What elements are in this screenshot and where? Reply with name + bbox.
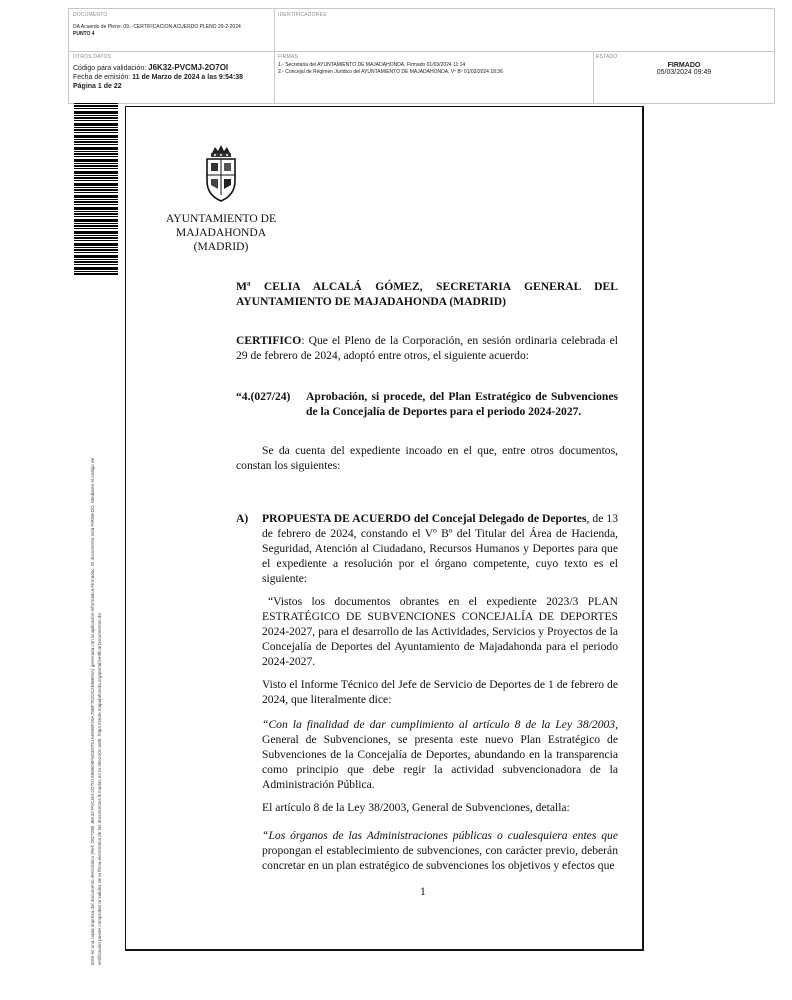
section-a-label: A) — [236, 512, 249, 525]
codigo-validacion — [73, 63, 271, 73]
estado-cell — [596, 54, 772, 76]
articulo-paragraph: El artículo 8 de la Ley 38/2003, General de Subvenciones, detalla: — [262, 801, 570, 814]
estado-value: FIRMADO — [667, 62, 701, 69]
documento-value: DA Acuerdo de Pleno: 09.- CERTIFICACION ACUERDO PLENO 29-2-2024 — [73, 24, 241, 30]
section-a-bold: PROPUESTA DE ACUERDO del Concejal Delegado de Deportes — [262, 512, 587, 525]
fecha-emision — [73, 73, 271, 82]
otros-datos-label: OTROS DATOS — [73, 54, 112, 60]
document-header — [68, 8, 775, 104]
certifico-text: : Que el Pleno de la Corporación, en sesión ordinaria celebrada el 29 de febrero de 2024, adoptó entre otros, el siguiente acuerdo: — [236, 334, 618, 362]
quote-1-paragraph — [262, 717, 618, 792]
quote-1-italic: “Con la finalidad de dar cumplimiento al artículo 8 de la Ley 38/2003, — [262, 718, 618, 731]
firma-1: 1.- Secretaria del AYUNTAMIENTO DE MAJADAHONDA. Firmado 01/03/2024 11:14 — [278, 62, 466, 68]
codigo-prefix: Código para validación: — [73, 65, 147, 72]
letterhead-line-3: (MADRID) — [193, 240, 249, 253]
quote-2-paragraph — [262, 828, 618, 873]
verification-side-text — [90, 305, 103, 965]
item-number: “4.(027/24) — [236, 390, 291, 403]
quote-2-rest: propongan el establecimiento de subvenciones, con carácter previo, deberán concretar en un plan estratégico de subvenciones los objetivos y efectos que — [262, 844, 618, 872]
documento-label: DOCUMENTO — [73, 12, 108, 18]
estado-date: 05/03/2024 09:49 — [656, 69, 712, 76]
otros-datos-cell — [73, 54, 271, 91]
quote-1-rest: General de Subvenciones, se presenta este nuevo Plan Estratégico de Subvenciones de la Concejalía de Deportes, abundando en la transparencia como principio que debe regir la actividad subvencionadora de la Administración Pública. — [262, 733, 618, 791]
barcode-image — [74, 103, 118, 275]
fecha-prefix: Fecha de emisión: — [73, 74, 131, 81]
pagina-count: Página 1 de 22 — [73, 83, 122, 90]
letterhead-line-1: AYUNTAMIENTO DE — [165, 212, 277, 225]
coat-of-arms-icon — [203, 145, 239, 203]
cuenta-paragraph: Se da cuenta del expediente incoado en el que, entre otros documentos, constan los siguientes: — [236, 444, 618, 472]
visto-informe-paragraph: Visto el Informe Técnico del Jefe de Servicio de Deportes de 1 de febrero de 2024, que literalmente dice: — [262, 678, 618, 706]
letterhead-line-2: MAJADAHONDA — [175, 226, 267, 239]
page-number: 1 — [420, 885, 426, 898]
identificadores-label: IDENTIFICADORES — [278, 12, 327, 18]
documento-cell — [73, 12, 271, 38]
estado-label: ESTADO — [596, 54, 618, 60]
side-text-line-2: verificación puede comprobar la validez de la firma electrónica de los documentos firmados en la dirección web: https://sede.majadahonda.org/portal/verificarDocumentos.do — [96, 613, 102, 965]
section-a-paragraph — [262, 511, 618, 586]
firma-2: 2.- Concejal de Régimen Jurídico del AYUNTAMIENTO DE MAJADAHONDA. Vº Bº 01/03/2024 18:36 — [278, 69, 503, 75]
quote-2-italic: “Los órganos de las Administraciones públicas o cualesquiera entes que — [262, 829, 618, 842]
certifico-label: CERTIFICO — [236, 334, 302, 347]
side-text-line-1: Este es una copia impresa del documento electrónico (Ref: 2827285 J6K32-PVCMJ-2O7OI 6989D9F6D3D751A6948F26A78BF752DC2E6BE5A) generada con la aplicación informática Firmadoc. El documento está FIRMADO. Mediante el código de — [90, 457, 95, 965]
fecha-value: 11 de Marzo de 2024 a las 9:54:38 — [132, 74, 244, 81]
letterhead — [160, 212, 282, 254]
codigo-value: J6K32-PVCMJ-2O7OI — [148, 63, 229, 72]
section-a-text: , de 13 de febrero de 2024, constando el Vº Bº del Titular del Área de Hacienda, Seguridad, Atención al Ciudadano, Recursos Humanos y Deportes para que el expediente a resolución por el órgano competente, cuyo texto es el siguiente: — [262, 512, 618, 585]
certificate-heading: Mª CELIA ALCALÁ GÓMEZ, SECRETARIA GENERAL DEL AYUNTAMIENTO DE MAJADAHONDA (MADRID) — [236, 280, 618, 308]
firmas-label: FIRMAS — [278, 54, 299, 60]
firmas-cell — [278, 54, 590, 76]
documento-punto: PUNTO 4 — [73, 31, 95, 37]
certifico-paragraph — [236, 333, 618, 363]
identificadores-cell — [278, 12, 578, 18]
vistos-paragraph: “Vistos los documentos obrantes en el expediente 2023/3 PLAN ESTRATÉGICO DE SUBVENCIONES CONCEJALÍA DE DEPORTES 2024-2027, para el desarrollo de las Actividades, Servicios y Proyectos de la Concejalía de Deportes del Ayuntamiento de Majadahonda para el periodo 2024-2027. — [262, 595, 618, 668]
item-title: Aprobación, si procede, del Plan Estratégico de Subvenciones de la Concejalía de Deportes para el periodo 2024-2027. — [306, 390, 618, 418]
